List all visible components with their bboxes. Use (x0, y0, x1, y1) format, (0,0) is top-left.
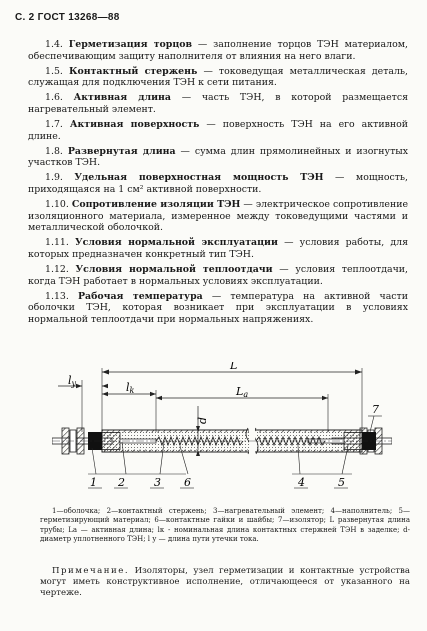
definition-1-4: 1.4. Герметизация торцов — заполнение торцов ТЭН материалом, обеспечивающим защиту наполнителя от влияния на него влаги. (28, 39, 408, 62)
heating-element-drawing (52, 362, 392, 498)
svg-text:lk: lk (126, 381, 135, 395)
definition-1-7: 1.7. Активная поверхность — поверхность ТЭН на его активной длине. (28, 119, 408, 142)
term: Условия нормальной теплоотдачи (75, 264, 273, 276)
definitions-list (28, 39, 408, 329)
note-text: Изоляторы, узел герметизации и контактные устройства могут иметь конструктивное исполнение, отличающееся от указанного на чертеже. (40, 566, 410, 598)
term: Активная длина (73, 92, 171, 104)
definition-1-13: 1.13. Рабочая температура — температура на активной части оболочки ТЭН, которая возникает при эксплуатации в условиях нормальной теплоотдачи при нормальных напряжениях. (28, 290, 408, 325)
term: Рабочая температура (77, 290, 203, 302)
callout-2: 2 (118, 476, 125, 489)
figure-legend: 1—оболочка; 2—контактный стержень; 3—нагревательный элемент; 4—наполнитель; 5—герметизирующий материал; 6—контактные гайки и шайбы; 7—изолятор; L развернутая длина трубы; Lа — активная длина; lк - номинальная длина контактных стержней ТЭН в заделке; d- диаметр уплотненного ТЭН; l у — длина пути утечки тока. (40, 507, 410, 544)
extension-lines (82, 368, 362, 432)
definition-1-6: 1.6. Активная длина — часть ТЭН, в которой размещается нагревательный элемент. (28, 92, 408, 115)
callout-4: 4 (298, 476, 305, 489)
dim-label-L: L (230, 362, 238, 372)
definition-1-11: 1.11. Условия нормальной эксплуатации — условия работы, для которых предназначен конкретный тип ТЭН. (28, 237, 408, 260)
term: Контактный стержень (68, 65, 198, 77)
definition-1-12: 1.12. Условия нормальной теплоотдачи — условия теплоотдачи, когда ТЭН работает в нормальных условиях эксплуатации. (28, 264, 409, 287)
callout-3: 3 (154, 476, 161, 489)
definition-1-10: 1.10. Сопротивление изоляции ТЭН — электрическое сопротивление изоляционного материала, измеренное между токоведущими частями и металлической оболочкой. (28, 199, 408, 234)
definition-1-9: 1.9. Удельная поверхностная мощность ТЭН — мощность, приходящаяся на 1 см² активной поверхности. (28, 172, 408, 196)
dim-label-d: d (196, 416, 209, 424)
callout-1: 1 (90, 476, 97, 489)
term: Сопротивление изоляции ТЭН (71, 199, 241, 211)
dimension-La (156, 385, 328, 400)
term: Удельная поверхностная мощность ТЭН (74, 172, 324, 184)
dimension-lk (102, 381, 156, 396)
svg-text:ly: ly (68, 374, 77, 388)
note (40, 566, 410, 599)
term: Герметизация торцов (68, 39, 193, 50)
dim-label-La: L (236, 385, 244, 398)
page-header: С. 2 ГОСТ 13268—88 (15, 12, 120, 23)
dim-label-lk: l (126, 381, 130, 394)
dimension-ly (58, 374, 108, 388)
callout-7: 7 (372, 403, 379, 416)
dimension-L (102, 362, 362, 375)
sheath-tube (52, 428, 392, 454)
definition-1-8: 1.8. Развернутая длина — сумма длин прямолинейных и изогнутых участков ТЭН. (28, 145, 409, 169)
term: Условия нормальной эксплуатации (75, 237, 278, 249)
callout-6: 6 (184, 476, 191, 489)
dim-label-ly: l (68, 374, 72, 387)
definition-1-5: 1.5. Контактный стержень — токоведущая металлическая деталь, служащая для подключения ТЭН к сети питания. (28, 65, 409, 89)
callout-5: 5 (338, 476, 345, 489)
tubular-heater-svg (52, 362, 392, 498)
note-heading: Примечание. (52, 566, 130, 576)
term: Активная поверхность (69, 119, 200, 131)
svg-text:La: La (236, 385, 249, 399)
term: Развернутая длина (67, 145, 176, 157)
